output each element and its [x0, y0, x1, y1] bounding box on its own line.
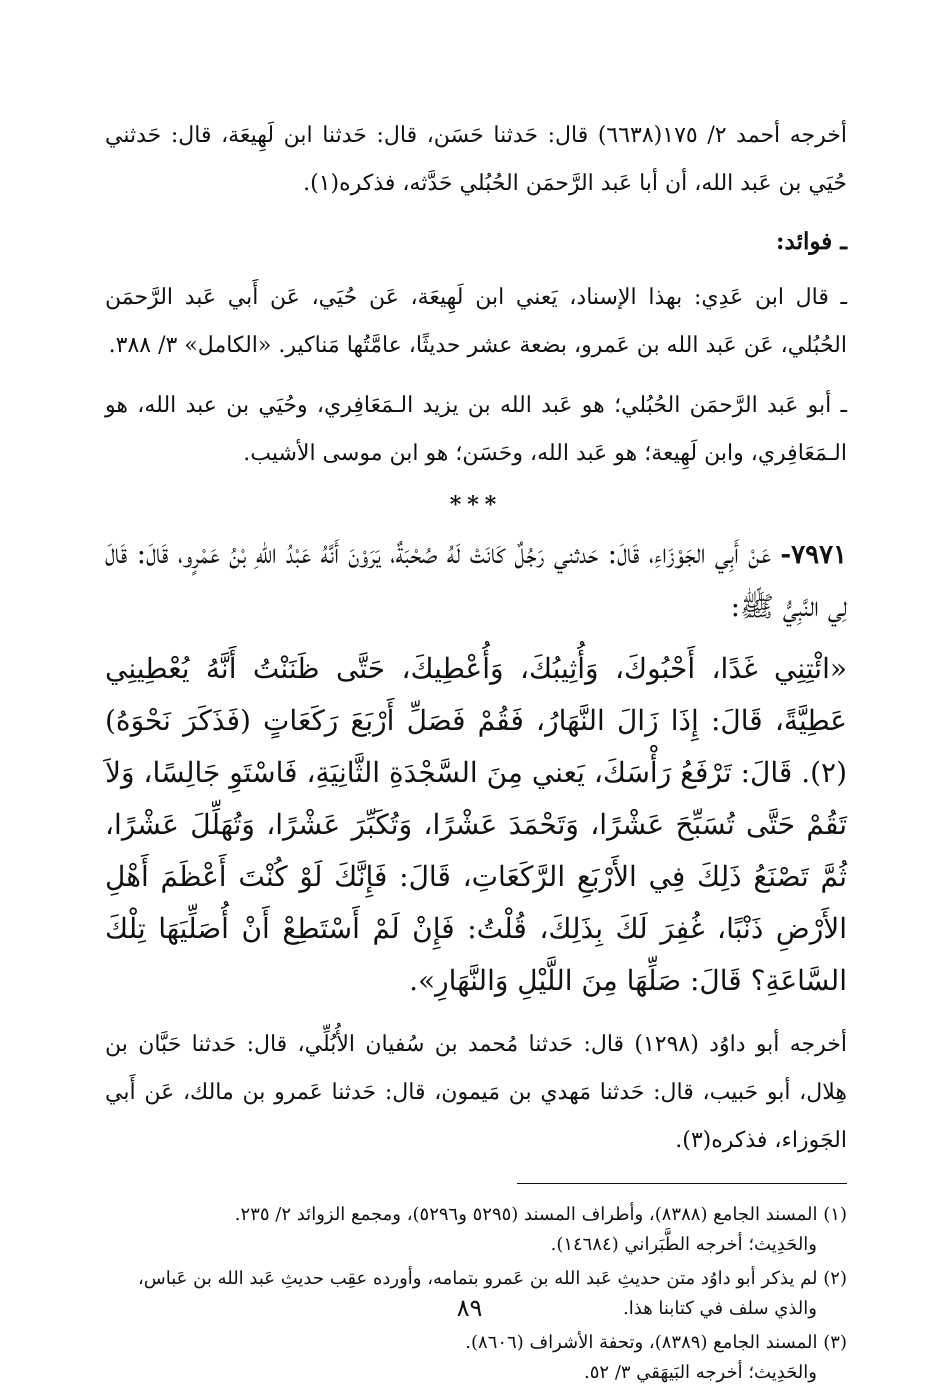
- takhrij-paragraph-abu-dawud: أخرجه أبو داوُد (١٢٩٨) قال: حَدثنا مُحمد بن سُفيان الأُبُلِّي، قال: حَدثنا حَبَّان بن هِلال، أبو حَبيب، قال: حَدثنا مَهدي بن مَيمون، قال: حَدثنا عَمرو بن مالك، عَن أَبي الجَوزاء، فذكره(٣).: [105, 1032, 847, 1153]
- section-separator: ***: [449, 492, 503, 518]
- narrators-note: ـ أبو عَبد الرَّحمَن الحُبُلي؛ هو عَبد الله بن يزيد الـمَعَافِري، وحُيَي بن عبد الله، هو الـمَعَافِري، وابن لَهِيعة؛ هو عَبد الله، وحَسَن؛ هو ابن موسى الأشيب.: [105, 393, 847, 466]
- hadith-number: ٧٩٧١-: [780, 540, 847, 570]
- ibn-adi-note: ـ قال ابن عَدِي: بهذا الإسناد، يَعني ابن لَهِيعَة، عَن حُيَي، عَن أَبي عَبد الرَّحمَن الحُبُلي، عَن عَبد الله بن عَمرو، بضعة عشر حديثًا، عامَّتُها مَناكير. «الكامل» ٣/ ٣٨٨.: [105, 285, 847, 358]
- footnote-3-line1: (٣) المسند الجامع (٨٣٨٩)، وتحفة الأشراف (٨٦٠٦).: [465, 1332, 847, 1353]
- footnote-2-line1: (٢) لم يذكر أبو داوُد متن حديثِ عَبد الله بن عَمرو بتمامه، وأورده عقِب حديثِ عَبد الله بن عَباس،: [137, 1268, 847, 1289]
- footnote-3: [105, 1328, 847, 1388]
- hadith-isnad: [105, 528, 847, 633]
- footnote-3-line2: والحَدِيث؛ أخرجه البَيهَقي ٣/ ٥٢.: [584, 1362, 817, 1383]
- fawaid-heading: ـ فوائد:: [776, 228, 847, 255]
- hadith-isnad-text: عَنْ أَبِي الجَوْزَاءِ، قَالَ: حَدثني رَجُلٌ كَانَتْ لَهُ صُحْبَةٌ، يَرَوْنَ أَنَّهُ عَبْدُ اللهِ بْنُ عَمْرٍو، قَالَ: قَالَ لِي النَّبِيُّ ﷺ:: [105, 537, 847, 623]
- footnote-divider: [517, 1183, 847, 1184]
- page-number: ٨٩: [456, 1294, 483, 1322]
- footnote-1: [105, 1200, 847, 1260]
- footnote-1-line2: والحَدِيث؛ أخرجه الطَّبَراني (١٤٦٨٤).: [550, 1234, 817, 1255]
- hadith-matn: «ائْتِنِي غَدًا، أَحْبُوكَ، وَأُثِيبُكَ، وَأُعْطِيكَ، حَتَّى ظَنَنْتُ أَنَّهُ يُعْطِينِي عَطِيَّةً، قَالَ: إِذَا زَالَ النَّهَارُ، فَقُمْ فَصَلِّ أَرْبَعَ رَكَعَاتٍ (فَذَكَرَ نَحْوَهُ)(٢). قَالَ: تَرْفَعُ رَأْسَكَ، يَعني مِنَ السَّجْدَةِ الثَّانِيَةِ، فَاسْتَوِ جَالِسًا، وَلاَ تَقُمْ حَتَّى تُسَبِّحَ عَشْرًا، وَتَحْمَدَ عَشْرًا، وَتُكَبِّرَ عَشْرًا، وَتُهَلِّلَ عَشْرًا، ثُمَّ تَصْنَعُ ذَلِكَ فِي الأَرْبَعِ الرَّكَعَاتِ، قَالَ: فَإِنَّكَ لَوْ كُنْتَ أَعْظَمَ أَهْلِ الأَرْضِ ذَنْبًا، غُفِرَ لَكَ بِذَلِكَ، قُلْتُ: فَإِنْ لَمْ أَسْتَطِعْ أَنْ أُصَلِّيَهَا تِلْكَ السَّاعَةِ؟ قَالَ: صَلِّهَا مِنَ اللَّيْلِ وَالنَّهَارِ».: [105, 652, 847, 997]
- takhrij-paragraph-ahmad: أخرجه أحمد ٢/ ١٧٥(٦٦٣٨) قال: حَدثنا حَسَن، قال: حَدثنا ابن لَهِيعَة، قال: حَدثني حُيَي بن عَبد الله، أن أبا عَبد الرَّحمَن الحُبُلي حَدَّثه، فذكره(١).: [105, 123, 848, 196]
- footnote-1-line1: (١) المسند الجامع (٨٣٨٨)، وأطراف المسند (٥٢٩٥ و٥٢٩٦)، ومجمع الزوائد ٢/ ٢٣٥.: [234, 1204, 847, 1225]
- footnote-2-line2: والذي سلف في كتابنا هذا.: [623, 1298, 817, 1319]
